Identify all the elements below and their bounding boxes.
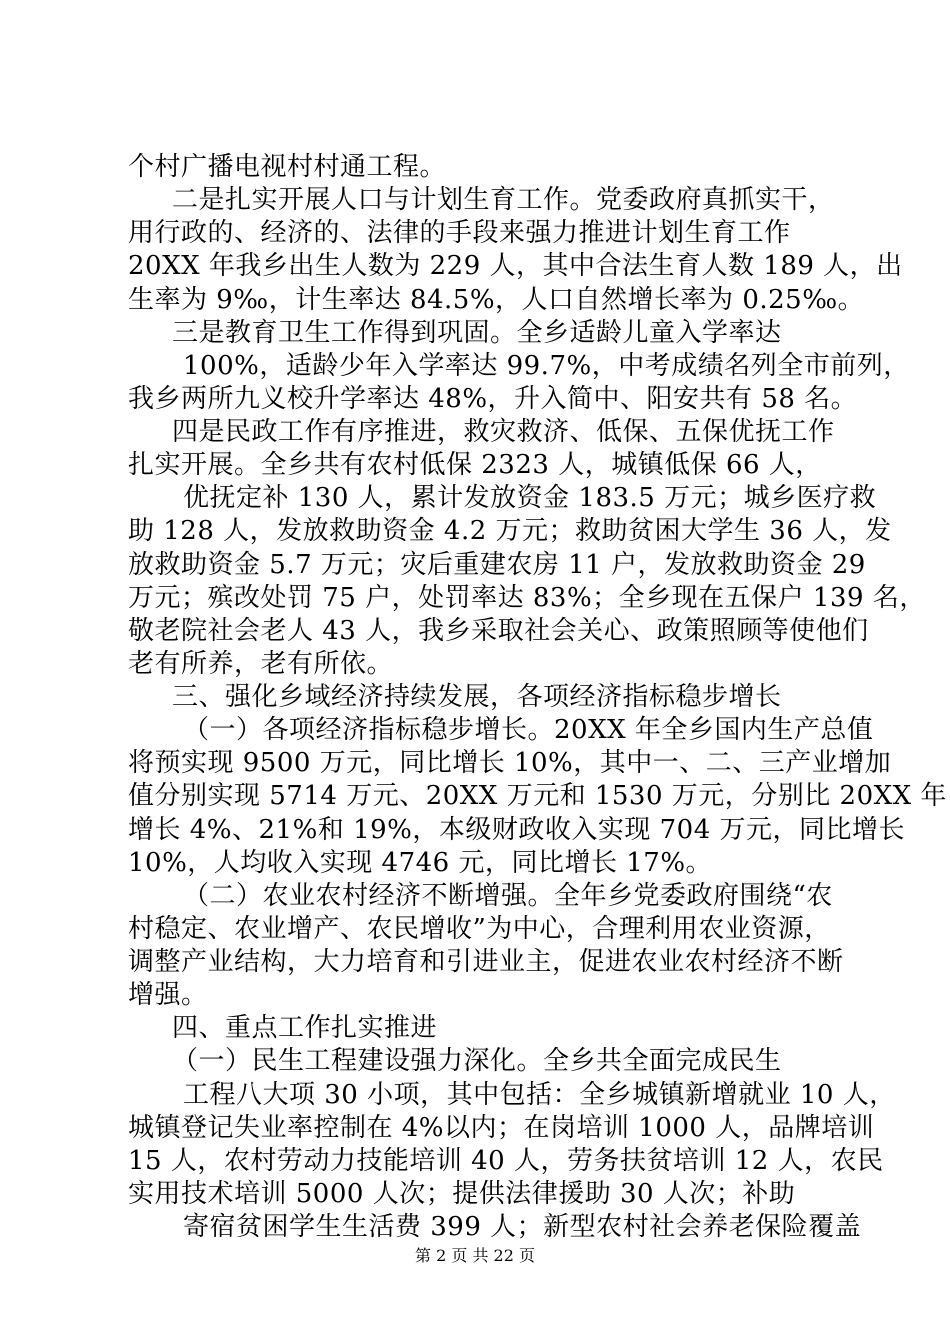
text-line: 100%，适龄少年入学率达 99.7%，中考成绩名列全市前列， [183, 351, 910, 381]
text-line: 老有所养，老有所依。 [128, 649, 394, 679]
text-line: 三是教育卫生工作得到巩固。全乡适龄儿童入学率达 [172, 318, 782, 348]
text-line: 实用技术培训 5000 人次；提供法律援助 30 人次；补助 [128, 1179, 796, 1209]
text-line: 用行政的、经济的、法律的手段来强力推进计划生育工作 [128, 218, 791, 248]
text-line: 个村广播电视村村通工程。 [128, 152, 447, 182]
text-line: （二）农业农村经济不断增强。全年乡党委政府围绕“农 [183, 881, 833, 911]
text-line: （一）各项经济指标稳步增长。20XX 年全乡国内生产总值 [183, 715, 874, 745]
text-line: 工程八大项 30 小项，其中包括：全乡城镇新增就业 10 人， [183, 1080, 896, 1110]
text-line: 20XX 年我乡出生人数为 229 人，其中合法生育人数 189 人，出 [128, 251, 903, 281]
text-line: 四、重点工作扎实推进 [172, 1013, 438, 1043]
text-line: 优抚定补 130 人，累计发放资金 183.5 万元；城乡医疗救 [183, 483, 877, 513]
text-line: 万元；殡改处罚 75 户，处罚率达 83%；全乡现在五保户 139 名， [128, 583, 926, 613]
text-line: 放救助资金 5.7 万元；灾后重建农房 11 户，发放救助资金 29 [128, 550, 866, 580]
text-line: 四是民政工作有序推进，救灾救济、低保、五保优抚工作 [172, 417, 835, 447]
text-line: 三、强化乡域经济持续发展，各项经济指标稳步增长 [172, 682, 782, 712]
text-line: 15 人，农村劳动力技能培训 40 人，劳务扶贫培训 12 人，农民 [128, 1146, 884, 1176]
text-line: 生率为 9‰，计生率达 84.5%，人口自然增长率为 0.25‰。 [128, 285, 865, 315]
text-line: 值分别实现 5714 万元、20XX 万元和 1530 万元，分别比 20XX 年 [128, 781, 947, 811]
text-line: 10%，人均收入实现 4746 元，同比增长 17%。 [128, 848, 713, 878]
text-line: 寄宿贫困学生生活费 399 人；新型农村社会养老保险覆盖 [183, 1212, 862, 1242]
text-line: 我乡两所九义校升学率达 48%，升入简中、阳安共有 58 名。 [128, 384, 858, 414]
page-footer: 第 2 页 共 22 页 [415, 1246, 535, 1265]
text-line: 城镇登记失业率控制在 4%以内；在岗培训 1000 人，品牌培训 [128, 1113, 875, 1143]
text-line: 将预实现 9500 万元，同比增长 10%，其中一、二、三产业增加 [128, 748, 892, 778]
text-line: （一）民生工程建设强力深化。全乡共全面完成民生 [172, 1046, 782, 1076]
text-line: 村稳定、农业增产、农民增收”为中心，合理利用农业资源， [128, 914, 831, 944]
text-line: 敬老院社会老人 43 人，我乡采取社会关心、政策照顾等使他们 [128, 616, 869, 646]
text-line: 二是扎实开展人口与计划生育工作。党委政府真抓实干， [172, 185, 835, 215]
text-line: 助 128 人，发放救助资金 4.2 万元；救助贫困大学生 36 人，发 [128, 516, 892, 546]
text-line: 调整产业结构，大力培育和引进业主，促进农业农村经济不断 [128, 947, 844, 977]
text-line: 增强。 [128, 980, 208, 1010]
text-line: 扎实开展。全乡共有农村低保 2323 人，城镇低保 66 人， [128, 450, 822, 480]
text-line: 增长 4%、21%和 19%，本级财政收入实现 704 万元，同比增长 [128, 815, 906, 845]
